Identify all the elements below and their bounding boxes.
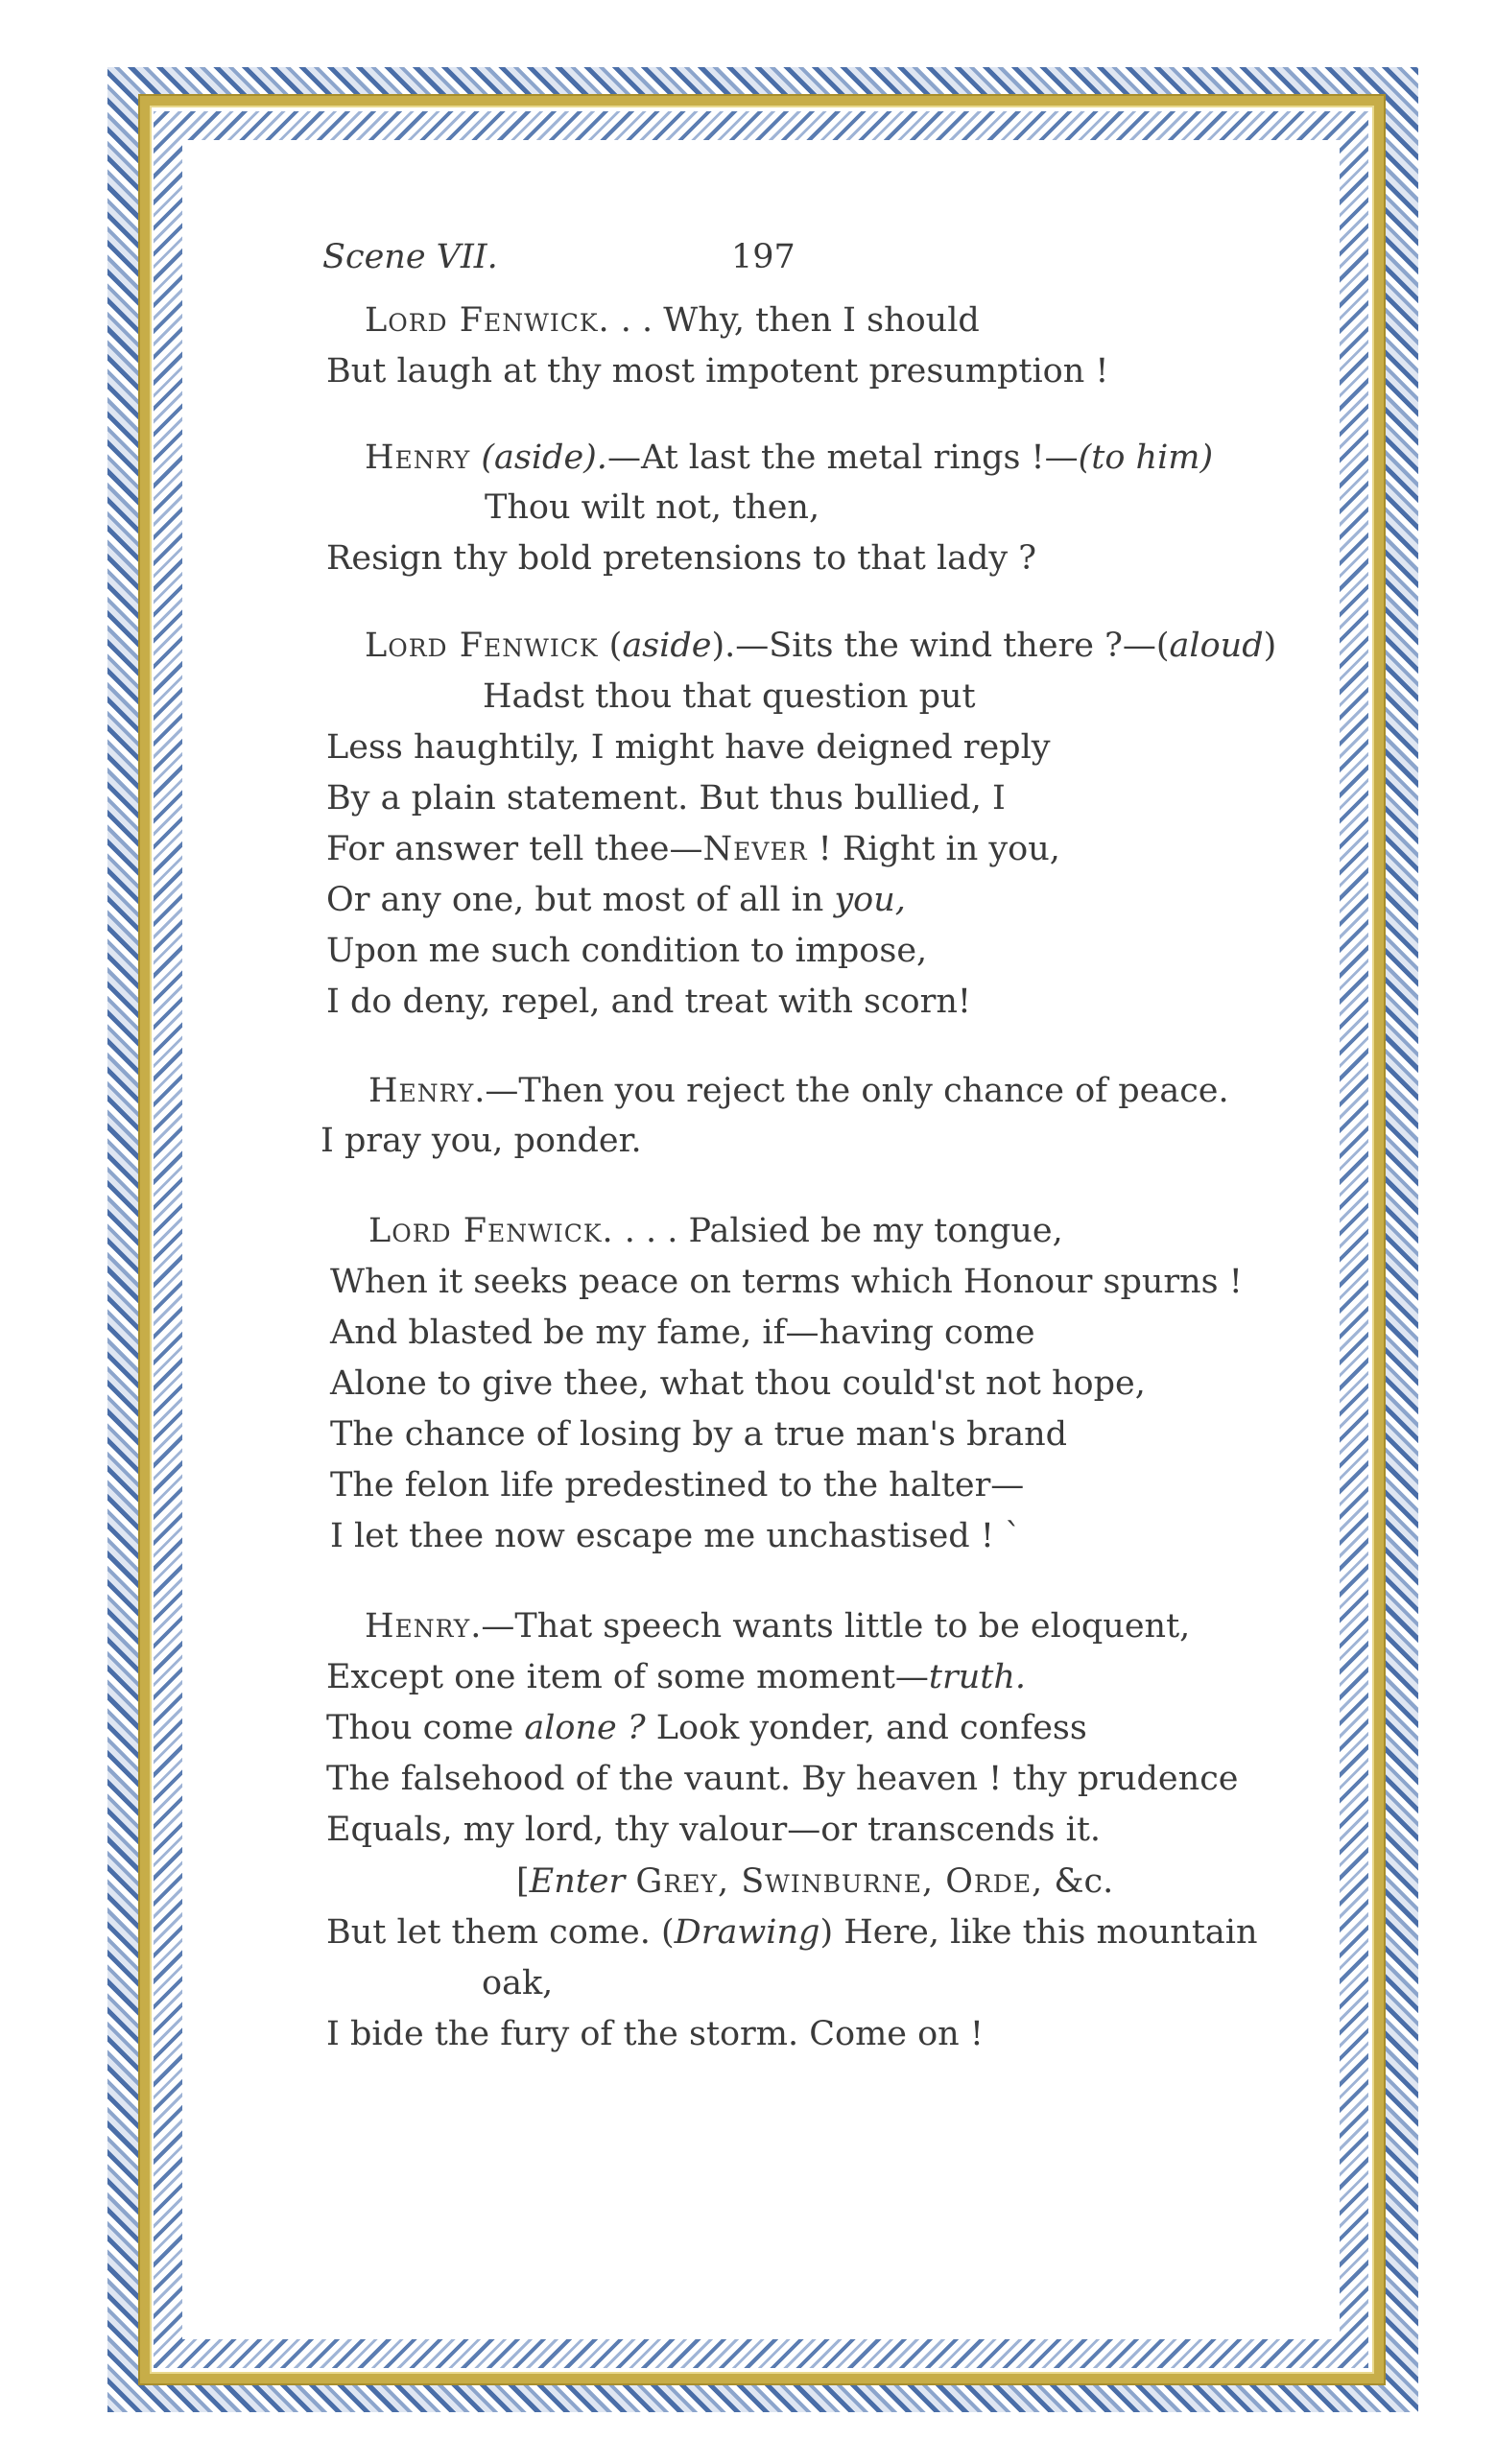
- running-header: [322, 238, 795, 276]
- text-span: [470, 438, 481, 477]
- text-span: &c.: [1043, 1862, 1114, 1901]
- text-span: The chance of losing by a true man's brand: [330, 1415, 1068, 1454]
- text-span: Thou come: [326, 1709, 525, 1747]
- text-span: Grey, Swinburne, Orde,: [635, 1862, 1044, 1901]
- text-span: Lord Fenwick.: [368, 1212, 614, 1250]
- text-line: [326, 985, 971, 1019]
- text-line: [326, 830, 1060, 868]
- text-span: Look yonder, and confess: [645, 1709, 1087, 1747]
- text-span: . . Why, then I should: [609, 301, 980, 340]
- text-line: [326, 2015, 984, 2053]
- text-span: aside: [622, 627, 712, 665]
- text-span: Henry: [368, 1072, 475, 1110]
- text-span: (aside).: [481, 438, 607, 477]
- text-line: [326, 1709, 1087, 1747]
- text-span: And blasted be my fame, if—having come: [330, 1314, 1035, 1352]
- text-span: I bide the fury of the storm. Come on !: [326, 2015, 984, 2053]
- text-line: [326, 881, 906, 919]
- text-span: Less haughtily, I might have deigned reply: [326, 728, 1051, 767]
- text-span: Hadst thou that question put: [483, 677, 976, 716]
- text-line: [516, 1862, 1114, 1901]
- text-line: [326, 1658, 1026, 1696]
- text-span: The felon life predestined to the halter—: [330, 1466, 1025, 1504]
- text-span: Equals, my lord, thy valour—or transcends it.: [326, 1811, 1102, 1849]
- text-span: Or any one, but most of all in: [326, 881, 835, 919]
- text-span: Drawing: [674, 1913, 820, 1952]
- text-span: But laugh at thy most impotent presumption !: [326, 352, 1109, 391]
- text-line: [365, 438, 1214, 477]
- text-line: [485, 488, 820, 527]
- text-span: [625, 1862, 635, 1901]
- text-line: [330, 1466, 1025, 1504]
- text-span: aloud: [1169, 627, 1264, 665]
- text-line: [330, 1415, 1068, 1454]
- text-span: Never: [702, 830, 808, 868]
- text-span: Lord Fenwick: [365, 627, 599, 665]
- text-span: I do deny, repel, and treat with scorn!: [326, 983, 971, 1021]
- text-span: ).—Sits the wind there ?—(: [711, 627, 1170, 665]
- text-line: [321, 1122, 642, 1160]
- text-span: alone ?: [524, 1709, 646, 1747]
- text-span: ! Right in you,: [807, 830, 1060, 868]
- text-span: The falsehood of the vaunt. By heaven ! thy prudence: [326, 1760, 1239, 1798]
- text-span: I let thee now escape me unchastised ! `: [330, 1517, 1022, 1555]
- text-span: —At last the metal rings !—: [606, 438, 1079, 477]
- text-span: ) Here, like this mountain: [819, 1913, 1258, 1952]
- text-span: .—That speech wants little to be eloquent,: [470, 1607, 1191, 1646]
- text-span: But let them come. (: [326, 1913, 675, 1952]
- text-line: [368, 1212, 1063, 1250]
- text-span: (to him): [1078, 438, 1214, 477]
- text-line: [330, 1517, 1022, 1555]
- text-span: I pray you, ponder.: [321, 1122, 642, 1160]
- text-line: [326, 352, 1109, 391]
- text-line: [365, 301, 980, 340]
- text-line: [326, 1760, 1239, 1798]
- text-span: ): [1263, 627, 1277, 665]
- text-span: For answer tell thee—: [326, 830, 703, 868]
- text-line: [330, 1316, 1035, 1350]
- text-span: By a plain statement. But thus bullied, I: [326, 779, 1006, 817]
- text-span: Thou wilt not, then,: [485, 488, 820, 527]
- text-span: you,: [834, 881, 906, 919]
- text-span: . . . Palsied be my tongue,: [613, 1212, 1063, 1250]
- text-line: [368, 1072, 1229, 1110]
- text-line: [326, 1813, 1101, 1847]
- text-line: [326, 539, 1037, 578]
- text-span: .—Then you reject the only chance of peace.: [474, 1072, 1229, 1110]
- page-number: 197: [731, 238, 795, 276]
- text-line: [365, 629, 1276, 663]
- text-span: Except one item of some moment—: [326, 1658, 929, 1696]
- text-span: Resign thy bold pretensions to that lady ?: [326, 539, 1037, 578]
- text-span: truth.: [928, 1658, 1026, 1696]
- text-span: oak,: [482, 1964, 554, 2002]
- text-line: [365, 1607, 1191, 1646]
- text-span: Lord Fenwick.: [365, 301, 610, 340]
- text-span: Henry: [365, 1607, 471, 1646]
- text-span: Upon me such condition to impose,: [326, 932, 928, 970]
- text-span: Henry: [365, 438, 471, 477]
- text-span: When it seeks peace on terms which Honour spurns !: [330, 1263, 1243, 1301]
- text-span: Alone to give thee, what thou could'st not hope,: [330, 1364, 1146, 1403]
- text-span: [: [516, 1862, 530, 1901]
- text-line: [482, 1964, 554, 2002]
- text-span: (: [598, 627, 623, 665]
- text-line: [326, 932, 928, 970]
- text-line: [326, 779, 1006, 817]
- text-line: [326, 1913, 1258, 1952]
- text-line: [483, 677, 976, 716]
- scene-heading: Scene VII.: [322, 238, 498, 276]
- text-line: [330, 1364, 1146, 1403]
- text-line: [326, 728, 1051, 767]
- text-span: Enter: [529, 1862, 626, 1901]
- text-line: [330, 1263, 1243, 1301]
